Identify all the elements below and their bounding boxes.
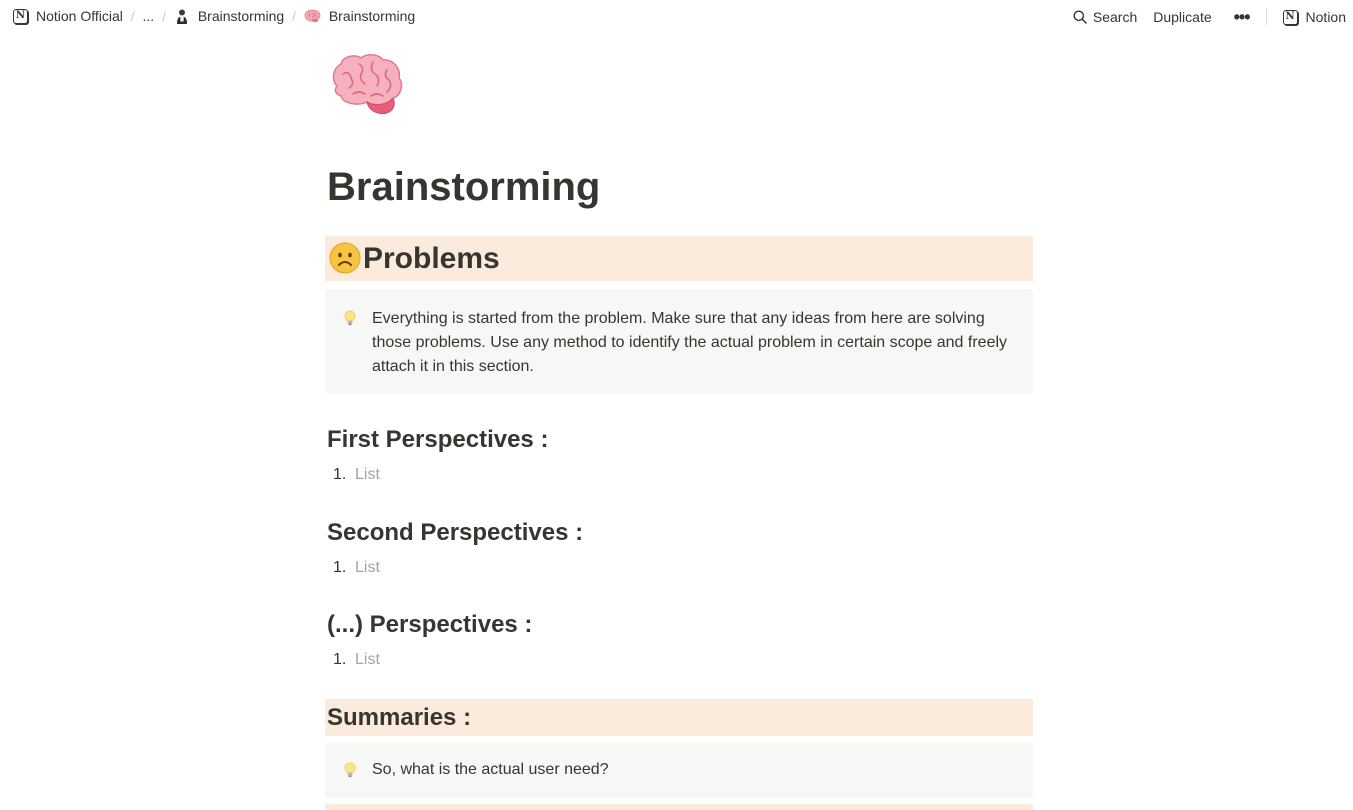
frowning-face-icon (329, 242, 361, 274)
problems-callout-text (372, 307, 1007, 379)
list-number: 1. (333, 466, 347, 483)
list-number: 1. (333, 651, 347, 668)
search-icon (1073, 10, 1087, 24)
lightbulb-icon (343, 310, 357, 326)
avatar-icon (174, 8, 190, 24)
summaries-heading: Summaries : (327, 704, 472, 731)
breadcrumb-parent-label: Brainstorming (197, 8, 285, 24)
breadcrumb-current[interactable] (304, 8, 415, 24)
search-button[interactable] (1073, 9, 1137, 25)
duplicate-label: Duplicate (1153, 9, 1212, 25)
lightbulb-icon (343, 762, 357, 778)
notion-label: Notion (1305, 9, 1346, 25)
more-options-icon[interactable]: ••• (1233, 7, 1250, 27)
callout-line: attach it in this section. (372, 358, 534, 375)
list-number: 1. (333, 559, 347, 576)
breadcrumb-ellipsis[interactable] (143, 8, 155, 24)
breadcrumb-separator: / (162, 8, 166, 24)
breadcrumb-current-label: Brainstorming (328, 8, 416, 24)
next-heading-block (325, 804, 1033, 810)
breadcrumb (13, 8, 415, 24)
breadcrumb-ellipsis-label: ... (142, 8, 155, 24)
top-bar (0, 0, 1353, 33)
notion-logo-icon: N (1283, 10, 1298, 25)
problems-heading: Problems (363, 242, 500, 275)
page-title[interactable]: Brainstorming (327, 165, 601, 209)
search-label: Search (1092, 9, 1138, 25)
first-perspectives-heading[interactable]: First Perspectives : (327, 426, 549, 453)
list-placeholder: List (355, 559, 380, 576)
problems-heading-block[interactable] (325, 236, 1033, 281)
summaries-heading-block[interactable] (325, 699, 1033, 736)
breadcrumb-workspace[interactable] (13, 8, 123, 24)
notion-button[interactable] (1283, 9, 1346, 25)
callout-line: Everything is started from the problem. Make sure that any ideas from here are solving (372, 310, 985, 327)
summaries-callout[interactable] (325, 742, 1033, 798)
list-item[interactable] (333, 559, 380, 577)
brain-icon (304, 9, 321, 23)
breadcrumb-workspace-label: Notion Official (36, 8, 123, 24)
second-perspectives-heading[interactable]: Second Perspectives : (327, 519, 584, 546)
list-placeholder: List (355, 466, 380, 483)
list-item[interactable] (333, 466, 380, 484)
list-item[interactable] (333, 651, 380, 669)
other-perspectives-heading[interactable]: (...) Perspectives : (327, 611, 533, 638)
problems-callout[interactable] (325, 289, 1033, 394)
topbar-divider (1266, 8, 1267, 26)
summaries-callout-text: So, what is the actual user need? (372, 761, 609, 778)
callout-line: those problems. Use any method to identify the actual problem in certain scope and freely (372, 334, 1008, 351)
list-placeholder: List (355, 651, 380, 668)
breadcrumb-separator: / (292, 8, 296, 24)
brain-icon[interactable] (329, 52, 405, 118)
duplicate-button[interactable] (1153, 9, 1211, 25)
notion-logo-icon: N (13, 9, 28, 24)
topbar-actions (1073, 8, 1346, 26)
breadcrumb-parent[interactable] (174, 8, 284, 24)
breadcrumb-separator: / (130, 8, 135, 24)
